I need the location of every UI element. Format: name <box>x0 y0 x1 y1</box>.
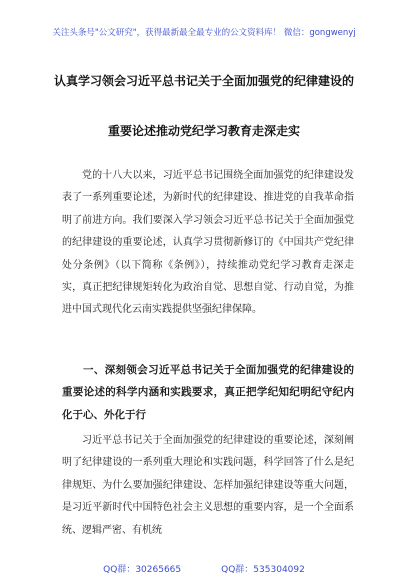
document-title-line-2: 重要论述推动党纪学习教育走深走实 <box>107 124 300 138</box>
document-title-line-1: 认真学习领会习近平总书记关于全面加强党的纪律建设的 <box>53 74 354 88</box>
header-banner: 关注头条号"公文研究"，获得最新最全最专业的公文资料库！ 微信：gongwenyj <box>52 28 356 38</box>
footer-qq-group-1: QQ群：30265665 <box>103 565 182 575</box>
body-paragraph-2: 习近平总书记关于全面加强党的纪律建设的重要论述，深刻阐明了纪律建设的一系列重大理论和实践问题，科学回答了什么是纪律规矩、为什么要加强纪律建设、怎样加强纪律建设等重大问题，是习近平新时代中国特色社会主义思想的重要内容，是一个全面系统、逻辑严密、有机统 <box>62 435 354 536</box>
section-heading-1: 一、深刻领会习近平总书记关于全面加强党的纪律建设的重要论述的科学内涵和实践要求，真正把学纪知纪明纪守纪内化于心、外化于行 <box>62 364 354 421</box>
footer-contact <box>0 562 408 575</box>
body-paragraph-1: 党的十八大以来，习近平总书记围绕全面加强党的纪律建设发表了一系列重要论述，为新时代的纪律建设、推进党的自我革命指明了前进方向。我们要深入学习领会习近平总书记关于全面加强党的纪律建设的重要论述，认真学习贯彻新修订的《中国共产党纪律处分条例》（以下简称《条例》），持续推动党纪学习教育走深走实，真正把纪律规矩转化为政治自觉、思想自觉、行动自觉，为推进中国式现代化云南实践提供坚强纪律保障。 <box>62 170 354 316</box>
footer-qq-group-2: QQ群：535304092 <box>221 565 305 575</box>
